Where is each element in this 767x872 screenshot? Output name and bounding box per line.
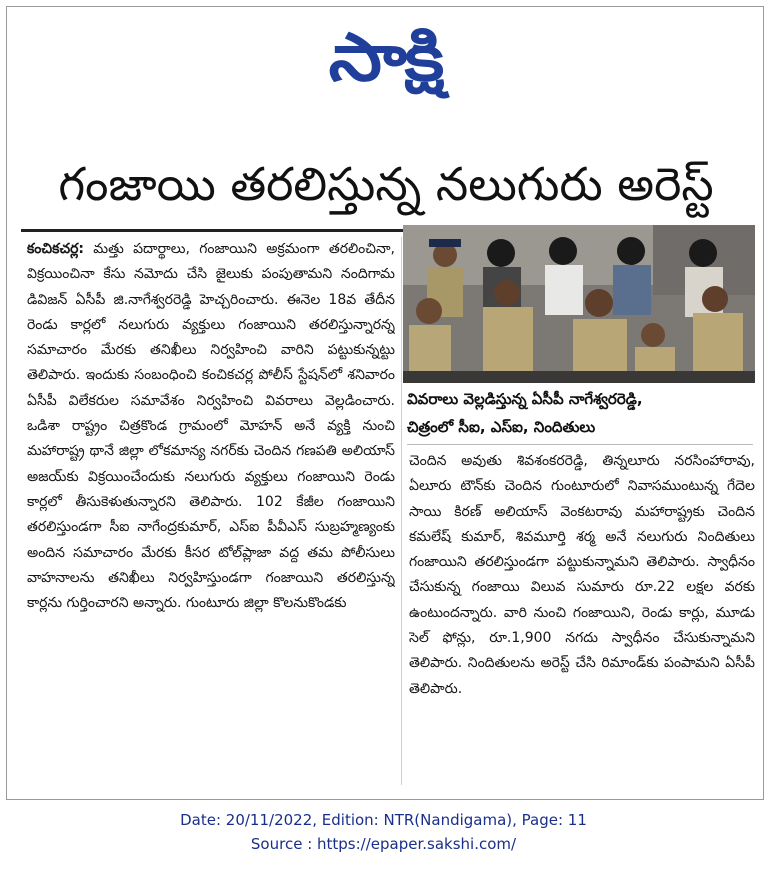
newspaper-clipping [6, 6, 764, 800]
article-body-left [27, 237, 395, 785]
article-dateline: కంచికచర్ల: [27, 241, 84, 257]
article-body-right: చెందిన అవుతు శివశంకరరెడ్డి, తిన్నలూరు నరసింహారావు, ఏలూరు టౌన్‌కు చెందిన గుంటూరులో నివాసముంటున్న గేదెల సాయి కిరణ్ అలియాస్ వెంకటరావు మహారాష్ట్రకు చెందిన కమలేష్ కుమార్, శివమూర్తి శర్మ అనే నలుగురు నిందితులు గంజాయిని తరలిస్తుండగా పట్టుకున్నామని తెలిపారు. స్వాధీనం చేసుకున్న గంజాయి విలువ సుమారు రూ.22 లక్షల వరకు ఉంటుందన్నారు. వారి నుంచి గంజాయిని, రెండు కార్లు, మూడు సెల్ ఫోన్లు, రూ.1,900 నగదు స్వాధీనం చేసుకున్నామని తెలిపారు. నిందితులను అరెస్ట్ చేసి రిమాండ్‌కు పంపామని ఏసీపీ తెలిపారు. [409, 453, 755, 697]
caption-divider [407, 444, 753, 445]
photo-caption [407, 385, 753, 441]
masthead-logo: సాక్షి [328, 19, 442, 96]
clipping-footer [0, 808, 767, 856]
press-meet-photo [403, 225, 755, 383]
photo-caption-line-1: వివరాలు వెల్లడిస్తున్న ఏసీపీ నాగేశ్వరరెడ్డి, [407, 390, 643, 408]
press-meet-photo-illustration [403, 225, 755, 383]
footer-edition-info: Date: 20/11/2022, Edition: NTR(Nandigama), Page: 11 [180, 811, 587, 829]
photo-caption-line-2: చిత్రంలో సీఐ, ఎస్ఐ, నిందితులు [407, 418, 596, 436]
column-divider [401, 237, 402, 785]
article-headline: గంజాయి తరలిస్తున్న నలుగురు అరెస్ట్ [58, 157, 714, 211]
footer-source-link[interactable]: Source : https://epaper.sakshi.com/ [250, 835, 517, 853]
article-body-left-text: మత్తు పదార్థాలు, గంజాయిని అక్రమంగా తరలించినా, విక్రయించినా కేసు నమోదు చేసి జైలుకు పంపుతామని నందిగామ డివిజన్ ఏసీపీ జి.నాగేశ్వరరెడ్డి హెచ్చరించారు. ఈనెల 18వ తేదీన రెండు కార్లలో నలుగురు వ్యక్తులు గంజాయిని తరలిస్తున్నారన్న సమాచారం మేరకు తనిఖీలు నిర్వహించి వారిని పట్టుకున్నట్టు తెలిపారు. ఇందుకు సంబంధించి కంచికచర్ల పోలీస్ స్టేషన్‌లో శనివారం ఏసీపీ విలేకరుల సమావేశం నిర్వహించి వివరాలు వెల్లడించారు. ఒడిశా రాష్ట్రం చిత్రకొండ గ్రామంలో మోహన్ అనే వ్యక్తి నుంచి మహారాష్ట్ర థానే జిల్లా లోకమాన్య నగర్‌కు చెందిన గణపతి అలియాస్ అజయ్‌కు విక్రయించేందుకు నలుగురు వ్యక్తులు గంజాయిని రెండు కార్లలో తీసుకెళుతున్నారని తెలిపారు. 102 కేజీల గంజాయిని తరలిస్తుండగా సీఐ నాగేంద్రకుమార్, ఎస్ఐ పీవీఎస్ సుబ్రహ్మణ్యంకు అందిన సమాచారం మేరకు కీసర టోల్‌ప్లాజా వద్ద తమ పోలీసులు వాహనాలను తనిఖీలు నిర్వహిస్తుండగా గంజాయిని తరలిస్తున్న కార్లను గుర్తించారని అన్నారు. గుంటూరు జిల్లా కొలనుకొండకు [27, 241, 395, 612]
masthead [7, 9, 763, 105]
